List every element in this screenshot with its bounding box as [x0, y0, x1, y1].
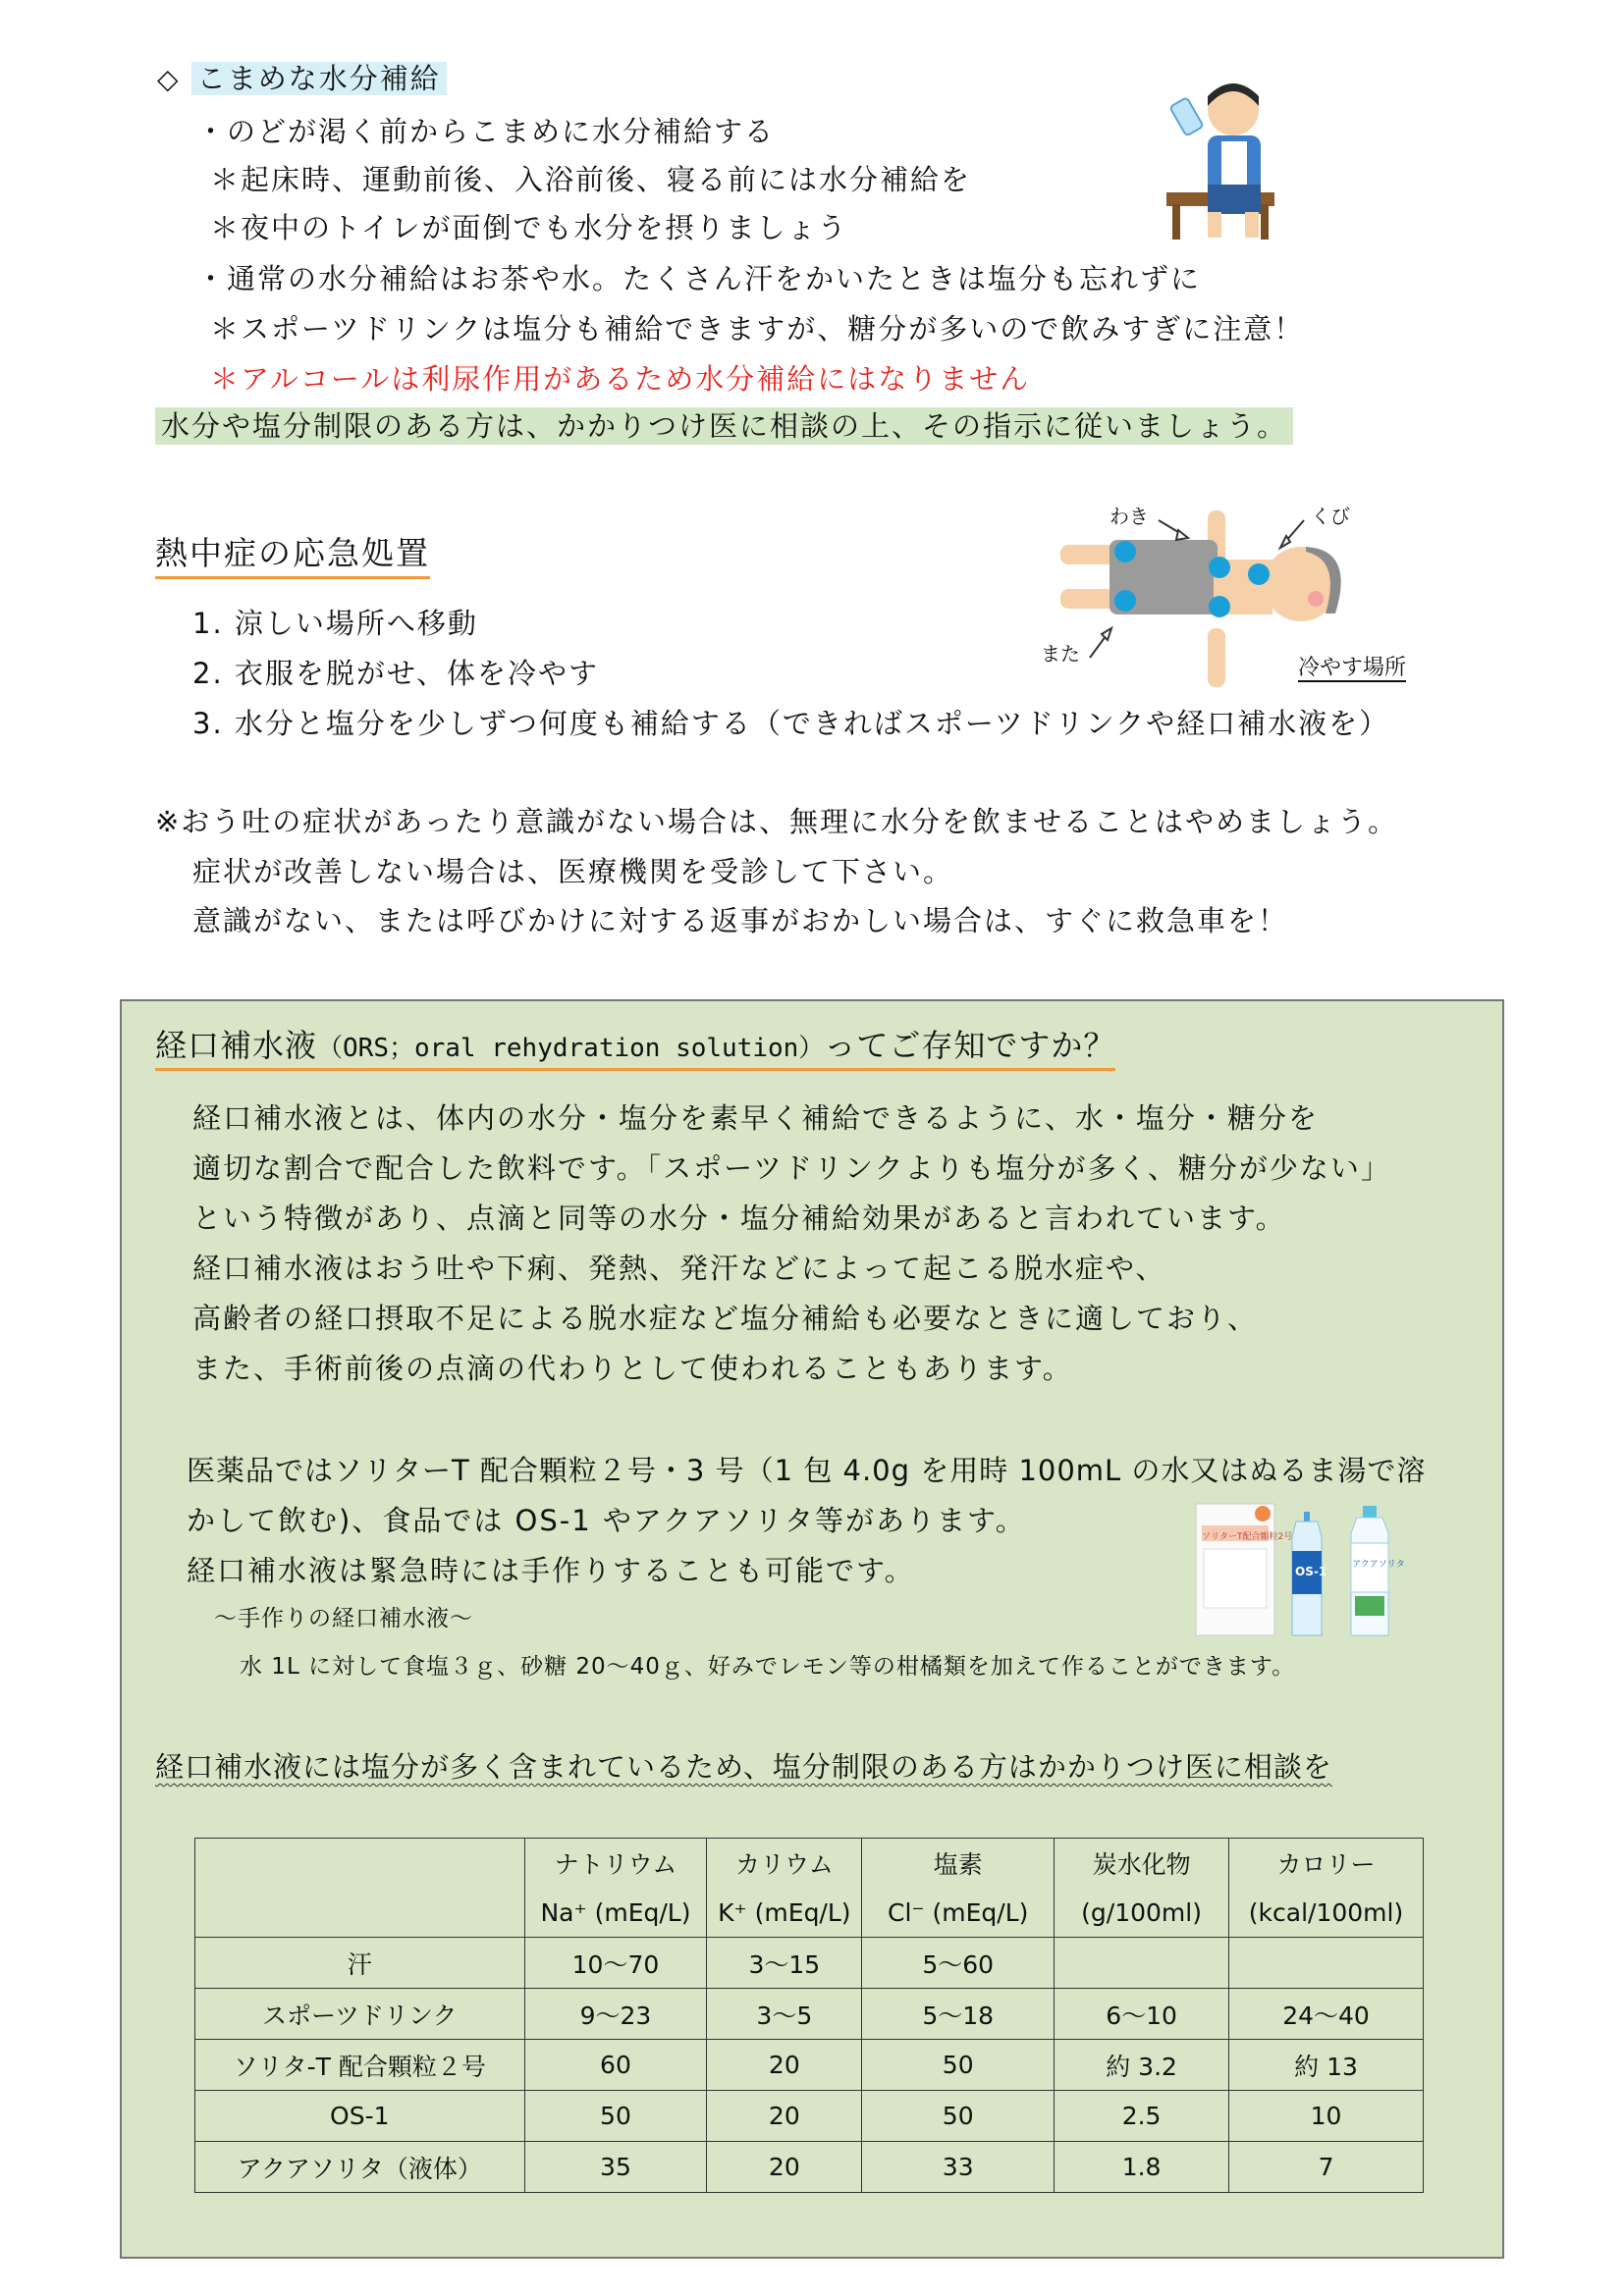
aquasolita-label: アクアソリタ: [1352, 1560, 1405, 1570]
ors-para-line: 適切な割合で配合した飲料です。「スポーツドリンクよりも塩分が多く、糖分が少ない」: [192, 1151, 1391, 1185]
alcohol-warning: アルコールは利尿作用があるため水分補給にはなりません: [241, 362, 1031, 396]
unit-carbohydrate: (g/100ml): [1055, 1888, 1229, 1938]
table-cell: 10: [1229, 2091, 1424, 2142]
electrolyte-table: [194, 1838, 1424, 2193]
table-cell: 20: [707, 2142, 862, 2193]
first-aid-title: 熱中症の応急処置: [155, 528, 430, 579]
warning-line-1: ※おう吐の症状があったり意識がない場合は、無理に水分を飲ませることはやめましょう。: [155, 805, 1399, 838]
table-cell: 6～10: [1055, 1989, 1229, 2040]
table-cell: 9～23: [524, 1989, 707, 2040]
first-aid-step-2: 2. 衣服を脱がせ、体を冷やす: [192, 657, 600, 690]
table-cell: 50: [862, 2040, 1055, 2091]
packet-label: ソリターT配合顆粒2号: [1202, 1532, 1293, 1542]
hydration-sub-3: ＊スポーツドリンクは塩分も補給できますが、糖分が多いので飲みすぎに注意！: [210, 312, 1305, 346]
table-cell: 7: [1229, 2142, 1424, 2193]
table-cell: 5～18: [862, 1989, 1055, 2040]
armpit-label: わき: [1110, 505, 1149, 528]
ors-products-line: 経口補水液は緊急時には手作りすることも可能です。: [187, 1554, 915, 1587]
ors-title-sub: （ORS；oral rehydration solution）: [317, 1034, 825, 1063]
table-cell: 約 13: [1229, 2040, 1424, 2091]
table-cell: 約 3.2: [1055, 2040, 1229, 2091]
hydration-heading-text: こまめな水分補給: [191, 62, 447, 95]
header-potassium: カリウム: [707, 1839, 862, 1889]
cooling-caption: 冷やす場所: [1298, 656, 1407, 680]
table-cell: [1055, 1938, 1229, 1989]
table-cell: 20: [707, 2040, 862, 2091]
hydration-sub-4-prefix: ＊: [210, 362, 242, 396]
ors-products-line: かして飲む)、食品では OS-1 やアクアソリタ等があります。: [187, 1504, 1026, 1537]
ors-product-images: [1194, 1502, 1430, 1639]
hydration-sub-1: ＊起床時、運動前後、入浴前後、寝る前には水分補給を: [210, 163, 972, 196]
table-cell: [1229, 1938, 1424, 1989]
table-cell: 24～40: [1229, 1989, 1424, 2040]
hydration-bullet-2: ・通常の水分補給はお茶や水。たくさん汗をかいたときは塩分も忘れずに: [196, 262, 1202, 295]
table-cell: 50: [524, 2091, 707, 2142]
table-cell: 10～70: [524, 1938, 707, 1989]
ors-products-line: 医薬品ではソリターT 配合顆粒２号・3 号（1 包 4.0g を用時 100mL の水又はぬるま湯で溶: [187, 1454, 1427, 1487]
table-corner: [195, 1839, 525, 1938]
unit-potassium: K⁺ (mEq/L): [707, 1888, 862, 1938]
hydration-sub-4: [210, 357, 1030, 398]
unit-sodium: Na⁺ (mEq/L): [524, 1888, 707, 1938]
ors-para-line: 経口補水液はおう吐や下痢、発熱、発汗などによって起こる脱水症や、: [192, 1252, 1166, 1285]
table-cell: 3～5: [707, 1989, 862, 2040]
row-label: OS-1: [195, 2091, 525, 2142]
table-row: [195, 1989, 1424, 2040]
warning-line-3: 意識がない、または呼びかけに対する返事がおかしい場合は、すぐに救急車を！: [192, 904, 1289, 937]
groin-label: また: [1041, 642, 1080, 666]
header-chloride: 塩素: [862, 1839, 1055, 1889]
table-row: [195, 2142, 1424, 2193]
ors-para-line: また、手術前後の点滴の代わりとして使われることもあります。: [192, 1352, 1073, 1385]
cooling-spots-figure: [1041, 491, 1434, 707]
unit-chloride: Cl⁻ (mEq/L): [862, 1888, 1055, 1938]
homemade-recipe: 水 1L に対して食塩３ｇ、砂糖 20～40ｇ、好みでレモン等の柑橘類を加えて作ることができます。: [240, 1654, 1296, 1680]
first-aid-step-3: 3. 水分と塩分を少しずつ何度も補給する（できればスポーツドリンクや経口補水液を）: [192, 707, 1390, 740]
homemade-title: ～手作りの経口補水液～: [214, 1606, 473, 1631]
table-row: [195, 2091, 1424, 2142]
unit-calorie: (kcal/100ml): [1229, 1888, 1424, 1938]
hydration-sub-2: ＊夜中のトイレが面倒でも水分を摂りましょう: [210, 211, 848, 244]
header-calorie: カロリー: [1229, 1839, 1424, 1889]
hydration-bullet-1: ・のどが渇く前からこまめに水分補給する: [196, 115, 776, 148]
table-cell: 60: [524, 2040, 707, 2091]
table-cell: 33: [862, 2142, 1055, 2193]
header-carbohydrate: 炭水化物: [1055, 1839, 1229, 1889]
table-row: [195, 2040, 1424, 2091]
ors-title-main: 経口補水液: [155, 1027, 318, 1064]
boy-drinking-illustration: [1149, 77, 1296, 243]
table-cell: 5～60: [862, 1938, 1055, 1989]
table-cell: 20: [707, 2091, 862, 2142]
ors-caution: 経口補水液には塩分が多く含まれているため、塩分制限のある方はかかりつけ医に相談を: [155, 1750, 1332, 1784]
warning-line-2: 症状が改善しない場合は、医療機関を受診して下さい。: [192, 855, 954, 888]
row-label: アクアソリタ（液体）: [195, 2142, 525, 2193]
ors-title: [155, 1021, 1115, 1071]
table-row: [195, 1938, 1424, 1989]
table-cell: 3～15: [707, 1938, 862, 1989]
row-label: ソリタ-T 配合顆粒２号: [195, 2040, 525, 2091]
neck-label: くび: [1311, 505, 1350, 528]
salt-restriction-note: [155, 404, 1293, 445]
row-label: スポーツドリンク: [195, 1989, 525, 2040]
ors-para-line: 経口補水液とは、体内の水分・塩分を素早く補給できるように、水・塩分・糖分を: [192, 1101, 1320, 1135]
hydration-heading: [157, 57, 447, 97]
ors-title-end: ってご存知ですか？: [824, 1027, 1116, 1064]
salt-restriction-note-text: 水分や塩分制限のある方は、かかりつけ医に相談の上、その指示に従いましょう。: [155, 407, 1293, 445]
os1-label: OS-1: [1295, 1565, 1327, 1578]
first-aid-step-1: 1. 涼しい場所へ移動: [192, 607, 478, 640]
table-cell: 2.5: [1055, 2091, 1229, 2142]
diamond-icon: ◇: [157, 63, 181, 95]
table-cell: 35: [524, 2142, 707, 2193]
table-cell: 1.8: [1055, 2142, 1229, 2193]
header-sodium: ナトリウム: [524, 1839, 707, 1889]
table-cell: 50: [862, 2091, 1055, 2142]
row-label: 汗: [195, 1938, 525, 1989]
ors-para-line: という特徴があり、点滴と同等の水分・塩分補給効果があると言われています。: [192, 1201, 1286, 1235]
ors-para-line: 高齢者の経口摂取不足による脱水症など塩分補給も必要なときに適しており、: [192, 1302, 1259, 1335]
